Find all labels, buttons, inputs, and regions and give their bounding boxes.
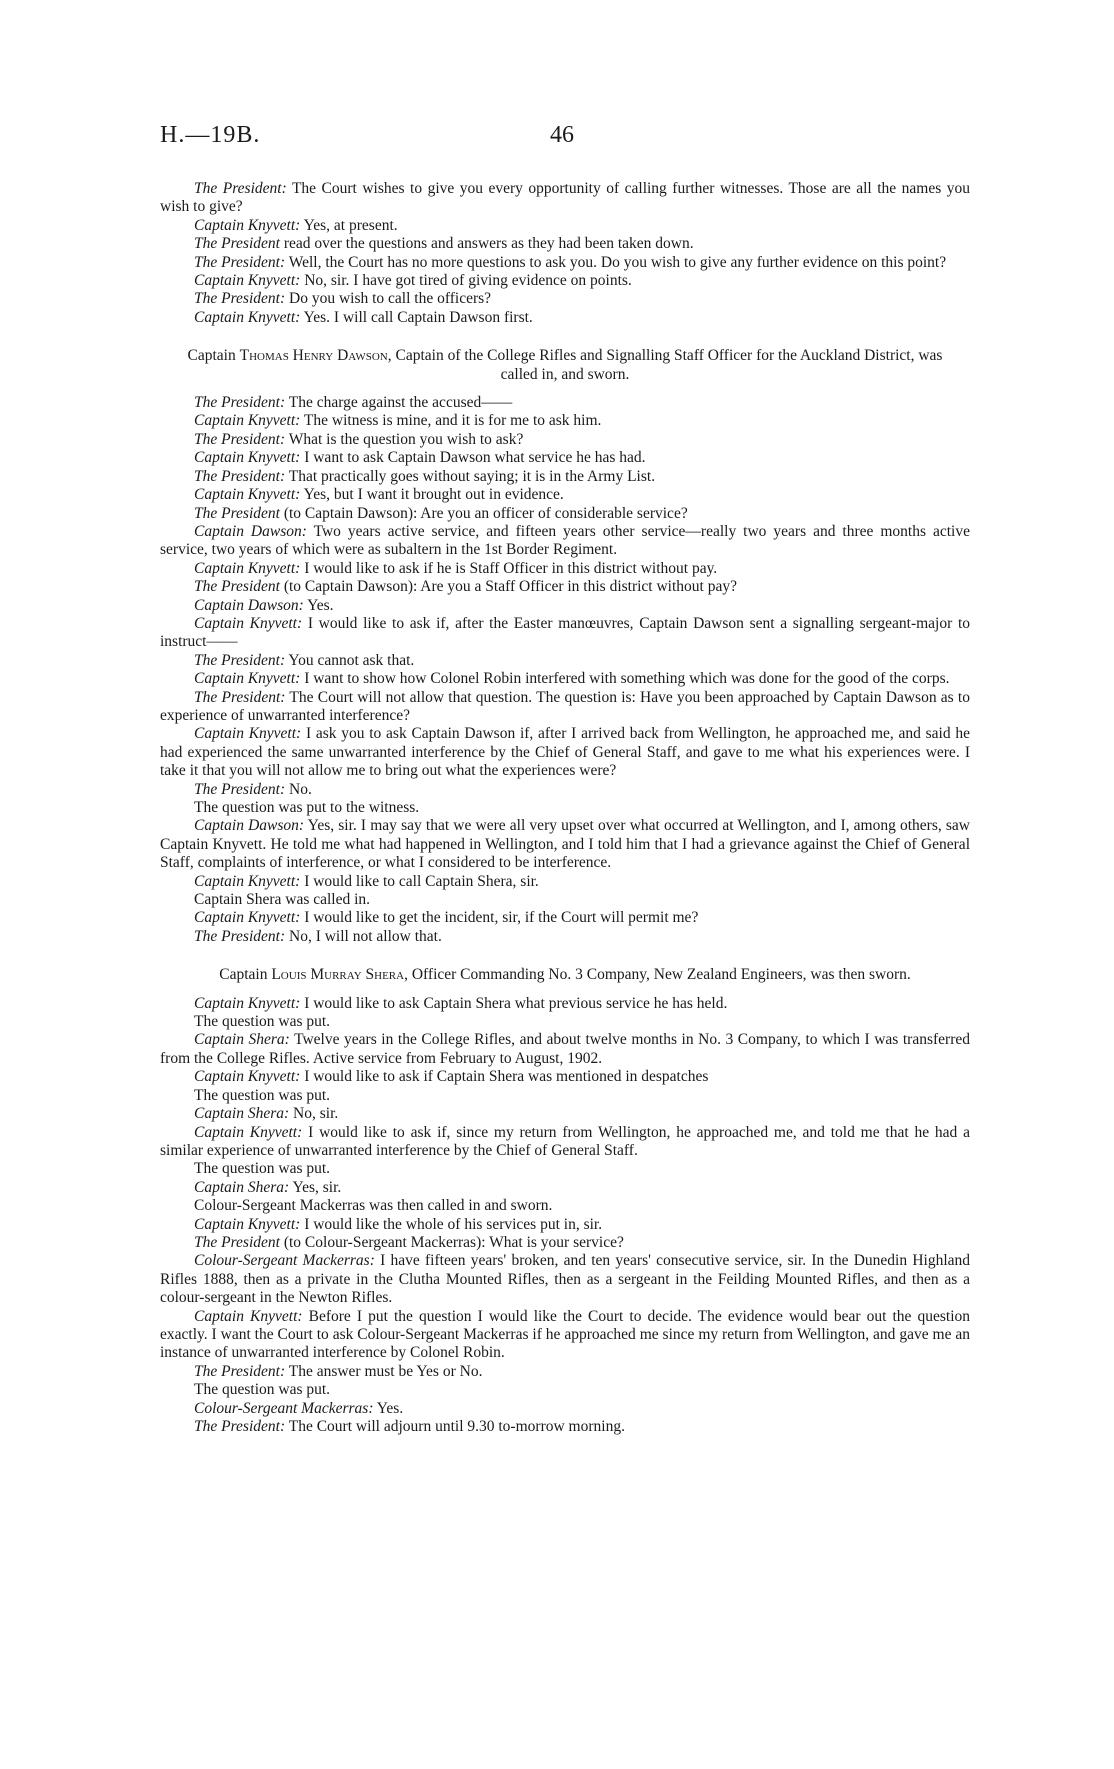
transcript-paragraph [160,1160,970,1178]
speaker-label: Captain Knyvett: [194,614,303,632]
speaker-label: The President: [194,467,286,485]
paragraph-text: The Court wishes to give you every opportunity of calling further witnesses. Those are all the names you wish to give? [160,180,970,216]
transcript-paragraph [160,597,970,615]
transcript-paragraph [160,1252,970,1307]
speaker-label: Captain Knyvett: [194,994,301,1012]
speaker-label: Captain Dawson: [194,522,307,540]
transcript-paragraph [160,394,970,412]
speaker-label: Captain Knyvett: [194,449,301,467]
transcript-paragraph [160,615,970,652]
paragraph-text: Before I put the question I would like the Court to decide. The evidence would bear out the question exactly. I want the Court to ask Colour-Sergeant Mackerras if he approached me since my return from Wellington, and gave me an instance of unwarranted interference by Colonel Robin. [160,1307,971,1362]
paragraph-text: (to Captain Dawson): Are you a Staff Officer in this district without pay? [279,578,737,596]
paragraph-text: The question was put. [194,1381,331,1399]
paragraph-text: I have fifteen years' broken, and ten years' consecutive service, sir. In the Dunedin Highland Rifles 1888, then as a private in the Clutha Mounted Rifles, then as a sergeant in the Feilding Mounted Rifles, and then as a colour-sergeant in the Newton Rifles. [160,1252,971,1307]
speaker-label: The President [194,235,280,253]
transcript-paragraph [160,909,970,927]
paragraph-text: The answer must be Yes or No. [285,1362,483,1380]
paragraph-text: Yes, but I want it brought out in evidence. [300,486,564,504]
witness-name: Louis Murray Shera [271,966,405,984]
speaker-label: The President: [194,290,286,308]
paragraph-text: I want to ask Captain Dawson what service he has had. [300,449,646,467]
speaker-label: Captain Knyvett: [194,909,301,927]
paragraph-text: Yes, sir. I may say that we were all very upset over what occurred at Wellington, and I, among others, saw Captain Knyvett. He told me what had happened in Wellington, and I told him that I had a grievance against the Chief of General Staff, complaints of interference, or what I considered to be interference. [160,817,970,872]
paragraph-text: The Court will adjourn until 9.30 to-morrow morning. [285,1418,625,1435]
transcript-paragraph [160,725,970,780]
paragraph-text: (to Colour-Sergeant Mackerras): What is your service? [279,1233,624,1251]
transcript-paragraph [160,468,970,486]
paragraph-text: Yes, sir. [289,1178,342,1196]
transcript-paragraph [160,449,970,467]
speaker-label: Captain Knyvett: [194,412,301,430]
paragraph-text: The question was put. [194,1160,331,1178]
transcript-paragraph [160,781,970,799]
transcript-paragraph [160,1400,970,1418]
paragraph-text: I would like to ask if he is Staff Officer in this district without pay. [300,559,718,577]
transcript-paragraph [160,1087,970,1105]
section-dawson-examination [160,394,970,946]
speaker-label: The President: [194,688,286,706]
speaker-label: Colour-Sergeant Mackerras: [194,1252,375,1270]
paragraph-text: Yes, at present. [300,216,398,234]
paragraph-text: I want to show how Colonel Robin interfered with something which was done for the good of the corps. [300,670,950,688]
page-number: 46 [550,122,574,148]
section-shera-mackerras-examination [160,995,970,1437]
speaker-label: The President [194,578,280,596]
transcript-paragraph [160,873,970,891]
speaker-label: Captain Knyvett: [194,486,301,504]
speaker-label: Captain Shera: [194,1178,290,1196]
paragraph-text: The Court will not allow that question. The question is: Have you been approached by Captain Dawson as to experience of unwarranted interference? [160,688,970,724]
transcript-paragraph [160,799,970,817]
speaker-label: The President: [194,1418,286,1435]
paragraph-text: Captain Shera was called in. [194,891,371,909]
paragraph-text: No, I will not allow that. [285,927,442,945]
transcript-paragraph [160,523,970,560]
transcript-paragraph [160,928,970,946]
transcript-paragraph [160,180,970,217]
transcript-paragraph [160,235,970,253]
paragraph-text: You cannot ask that. [285,651,415,669]
speaker-label: Captain Shera: [194,1031,290,1049]
speaker-label: Captain Knyvett: [194,272,301,290]
paragraph-text: I would like to get the incident, sir, if the Court will permit me? [300,909,699,927]
transcript-paragraph [160,1179,970,1197]
speaker-label: The President: [194,1362,286,1380]
transcript-paragraph [160,412,970,430]
paragraph-text: The charge against the accused—— [285,394,513,412]
transcript-body [160,180,970,1436]
paragraph-text: read over the questions and answers as they had been taken down. [279,235,694,253]
paragraph-text: Twelve years in the College Rifles, and about twelve months in No. 3 Company, to which I was transferred from the College Rifles. Active service from February to August, 1902. [160,1031,970,1067]
transcript-paragraph [160,1197,970,1215]
speaker-label: The President: [194,430,286,448]
paragraph-text: I would like the whole of his services put in, sir. [300,1215,603,1233]
transcript-paragraph [160,217,970,235]
speaker-label: Colour-Sergeant Mackerras: [194,1399,374,1417]
speaker-label: The President: [194,927,286,945]
paragraph-text: No. [285,780,312,798]
paragraph-text: Do you wish to call the officers? [285,290,492,308]
transcript-paragraph [160,505,970,523]
transcript-paragraph [160,560,970,578]
paragraph-text: What is the question you wish to ask? [285,430,524,448]
transcript-paragraph [160,486,970,504]
transcript-paragraph [160,431,970,449]
paragraph-text: Yes. I will call Captain Dawson first. [300,308,533,326]
speaker-label: The President [194,504,280,522]
section-closing-knyvett [160,180,970,327]
speaker-label: The President: [194,780,286,798]
transcript-paragraph [160,891,970,909]
speaker-label: Captain Knyvett: [194,1215,301,1233]
transcript-paragraph [160,817,970,872]
transcript-paragraph [160,290,970,308]
paragraph-text: Yes. [373,1399,404,1417]
witness-heading-dawson: Captain Thomas Henry Dawson, Captain of the College Rifles and Signalling Staff Officer for the Auckland District, was called in, and sworn. [187,347,943,383]
speaker-label: Captain Knyvett: [194,216,301,234]
witness-name: Thomas Henry Dawson [239,347,388,365]
speaker-label: Captain Knyvett: [194,670,301,688]
speaker-label: The President: [194,394,286,412]
transcript-paragraph [160,670,970,688]
speaker-label: Captain Dawson: [194,596,304,614]
transcript-paragraph [160,1105,970,1123]
paragraph-text: The question was put. [194,1013,331,1031]
transcript-paragraph [160,1363,970,1381]
speaker-label: The President: [194,180,287,197]
paragraph-text: The question was put to the witness. [194,799,420,816]
transcript-paragraph [160,1418,970,1436]
transcript-paragraph [160,1216,970,1234]
paragraph-text: No, sir. [289,1105,339,1123]
speaker-label: Captain Knyvett: [194,725,302,743]
speaker-label: Captain Knyvett: [194,308,301,326]
paragraph-text: Yes. [303,596,334,614]
paragraph-text: I would like to ask if, after the Easter manœuvres, Captain Dawson sent a signalling sergeant-major to instruct—— [160,614,971,651]
document-reference: H.—19B. [160,122,261,148]
witness-heading-shera: Captain Louis Murray Shera, Officer Commanding No. 3 Company, New Zealand Engineers, was then sworn. [219,966,911,984]
transcript-paragraph [160,689,970,726]
speaker-label: Captain Knyvett: [194,1307,303,1325]
speaker-label: The President: [194,253,286,271]
speaker-label: The President: [194,651,286,669]
speaker-label: Captain Shera: [194,1105,290,1123]
paragraph-text: I ask you to ask Captain Dawson if, after I arrived back from Wellington, he approached me, and said he had experienced the same unwarranted interference by the Chief of General Staff, and gave to me what his experiences were. I take it that you will not allow me to bring out what the experiences were? [160,725,970,780]
transcript-paragraph [160,272,970,290]
paragraph-text: I would like to ask Captain Shera what previous service he has held. [300,994,728,1012]
transcript-paragraph [160,578,970,596]
paragraph-text: That practically goes without saying; it is in the Army List. [285,467,656,485]
paragraph-text: Colour-Sergeant Mackerras was then called in and sworn. [194,1197,553,1215]
paragraph-text: The witness is mine, and it is for me to ask him. [300,412,602,430]
transcript-paragraph [160,1013,970,1031]
paragraph-text: Well, the Court has no more questions to ask you. Do you wish to give any further evidence on this point? [285,253,947,271]
transcript-paragraph [160,1124,970,1161]
transcript-paragraph [160,1031,970,1068]
paragraph-text: I would like to ask if, since my return from Wellington, he approached me, and told me that he had a similar experience of unwarranted interference by the Chief of General Staff. [160,1123,971,1159]
paragraph-text: No, sir. I have got tired of giving evidence on points. [300,272,632,290]
transcript-paragraph [160,995,970,1013]
speaker-label: Captain Knyvett: [194,1068,301,1086]
transcript-paragraph [160,309,970,327]
speaker-label: Captain Knyvett: [194,559,301,577]
speaker-label: Captain Knyvett: [194,1123,303,1141]
paragraph-text: The question was put. [194,1086,331,1104]
speaker-label: Captain Dawson: [194,817,305,835]
paragraph-text: Two years active service, and fifteen years other service—really two years and three months active service, two years of which were as subaltern in the 1st Border Regiment. [160,522,970,559]
page-header [160,122,960,152]
speaker-label: The President [194,1233,280,1251]
speaker-label: Captain Knyvett: [194,872,301,890]
transcript-paragraph [160,254,970,272]
paragraph-text: I would like to call Captain Shera, sir. [300,872,539,890]
transcript-paragraph [160,652,970,670]
transcript-paragraph [160,1381,970,1399]
paragraph-text: (to Captain Dawson): Are you an officer of considerable service? [279,504,688,522]
transcript-paragraph [160,1234,970,1252]
transcript-paragraph [160,1068,970,1086]
transcript-paragraph [160,1308,970,1363]
paragraph-text: I would like to ask if Captain Shera was mentioned in despatches [300,1068,709,1086]
